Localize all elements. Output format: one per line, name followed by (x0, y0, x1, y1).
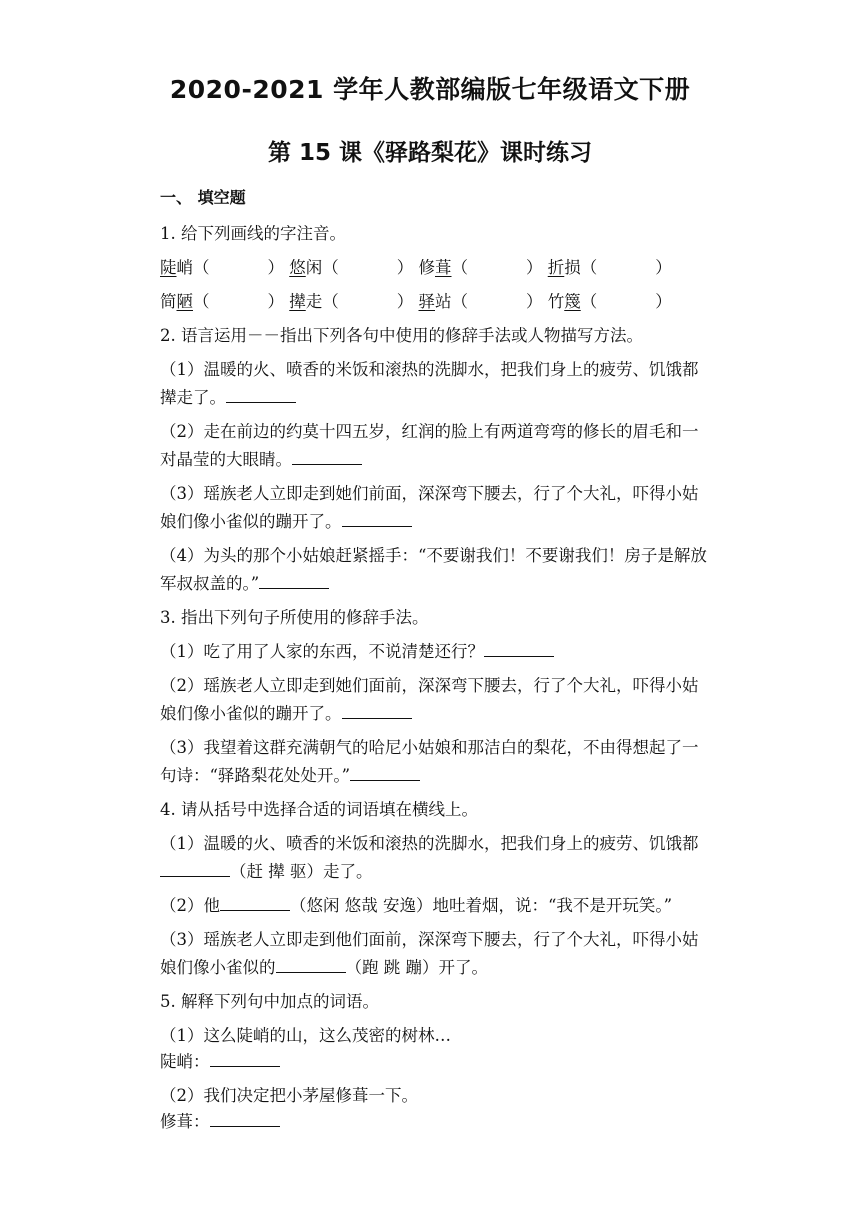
q1-r1-w2-char: 悠 (289, 258, 306, 277)
q1-r1-w1-rest: 峭（ (176, 258, 210, 277)
q2-item-3-b: 娘们像小雀似的蹦开了。 (160, 512, 740, 532)
answer-blank[interactable] (276, 958, 346, 973)
q1-r1-w3-char: 葺 (435, 258, 452, 277)
answer-blank[interactable] (259, 574, 329, 589)
lesson-subtitle: 第 15 课《驿路梨花》课时练习 (267, 140, 593, 166)
q3-item-1: （1）吃了用了人家的东西，不说清楚还行？ (160, 642, 740, 662)
q3-item-2-b: 娘们像小雀似的蹦开了。 (160, 704, 740, 724)
q5-prompt: 5. 解释下列句中加点的词语。 (160, 992, 379, 1011)
q1-r1-w1-char: 陡 (160, 258, 177, 277)
q2-item-3-a: （3）瑶族老人立即走到她们前面，深深弯下腰去，行了个大礼，吓得小姑 (160, 484, 699, 503)
q3-item-3-b: 句诗：“驿路梨花处处开。” (160, 766, 740, 786)
page-title: 2020-2021 学年人教部编版七年级语文下册 (169, 75, 691, 104)
q1-r2-w2-char: 撵 (289, 292, 306, 311)
q5-item-2-answer: 修葺： (160, 1112, 740, 1132)
q2-item-1-a: （1）温暖的火、喷香的米饭和滚热的洗脚水，把我们身上的疲劳、饥饿都 (160, 360, 699, 379)
answer-blank[interactable] (220, 896, 290, 911)
q1-row-2: 简陋（ ） 撵走（ ） 驿站（ ） 竹篾（ ） (160, 292, 672, 311)
answer-blank[interactable] (342, 512, 412, 527)
q1-r2-w1-char: 陋 (176, 292, 193, 311)
q1-r1-w4-char: 折 (547, 258, 565, 277)
answer-blank[interactable] (292, 450, 362, 465)
q1-r2-w4-char: 篾 (564, 292, 581, 311)
q4-item-1-a: （1）温暖的火、喷香的米饭和滚热的洗脚水，把我们身上的疲劳、饥饿都 (160, 834, 699, 853)
section-heading: 一、 填空题 (160, 188, 246, 207)
q4-item-1-b: （赶 撵 驱）走了。 (160, 862, 740, 882)
answer-blank[interactable] (484, 642, 554, 657)
q1-r2-w3-char: 驿 (418, 292, 435, 311)
q4-item-2: （2）他 （悠闲 悠哉 安逸）地吐着烟，说：“我不是开玩笑。” (160, 896, 673, 915)
q3-item-2-a: （2）瑶族老人立即走到她们面前，深深弯下腰去，行了个大礼，吓得小姑 (160, 676, 699, 695)
answer-blank[interactable] (210, 1052, 280, 1067)
q2-prompt: 2. 语言运用－－指出下列各句中使用的修辞手法或人物描写方法。 (160, 326, 643, 345)
q1-prompt: 1. 给下列画线的字注音。 (160, 224, 346, 243)
q2-item-2-b: 对晶莹的大眼睛。 (160, 450, 740, 470)
q4-prompt: 4. 请从括号中选择合适的词语填在横线上。 (160, 800, 478, 819)
q4-item-3-b: 娘们像小雀似的 （跑 跳 蹦）开了。 (160, 958, 488, 977)
q1-row-1: 陡峭（ ） 悠闲（ ） 修葺（ ） 折损（ ） (160, 258, 672, 277)
q3-item-3-a: （3）我望着这群充满朝气的哈尼小姑娘和那洁白的梨花，不由得想起了一 (160, 738, 699, 757)
q2-item-4-a: （4）为头的那个小姑娘赶紧摇手：“不要谢我们！不要谢我们！房子是解放 (160, 546, 707, 565)
q3-prompt: 3. 指出下列句子所使用的修辞手法。 (160, 608, 429, 627)
q5-item-1-answer: 陡峭： (160, 1052, 740, 1072)
q5-item-1: （1）这么陡峭的山，这么茂密的树林… (160, 1026, 451, 1045)
answer-blank[interactable] (210, 1112, 280, 1127)
answer-blank[interactable] (342, 704, 412, 719)
q2-item-2-a: （2）走在前边的约莫十四五岁，红润的脸上有两道弯弯的修长的眉毛和一 (160, 422, 699, 441)
answer-blank[interactable] (160, 862, 230, 877)
answer-blank[interactable] (350, 766, 420, 781)
q2-item-4-b: 军叔叔盖的。” (160, 574, 740, 594)
q2-item-1-b: 撵走了。 (160, 388, 740, 408)
q4-item-3-a: （3）瑶族老人立即走到他们面前，深深弯下腰去，行了个大礼，吓得小姑 (160, 930, 699, 949)
q5-item-2: （2）我们决定把小茅屋修葺一下。 (160, 1086, 418, 1105)
answer-blank[interactable] (226, 388, 296, 403)
